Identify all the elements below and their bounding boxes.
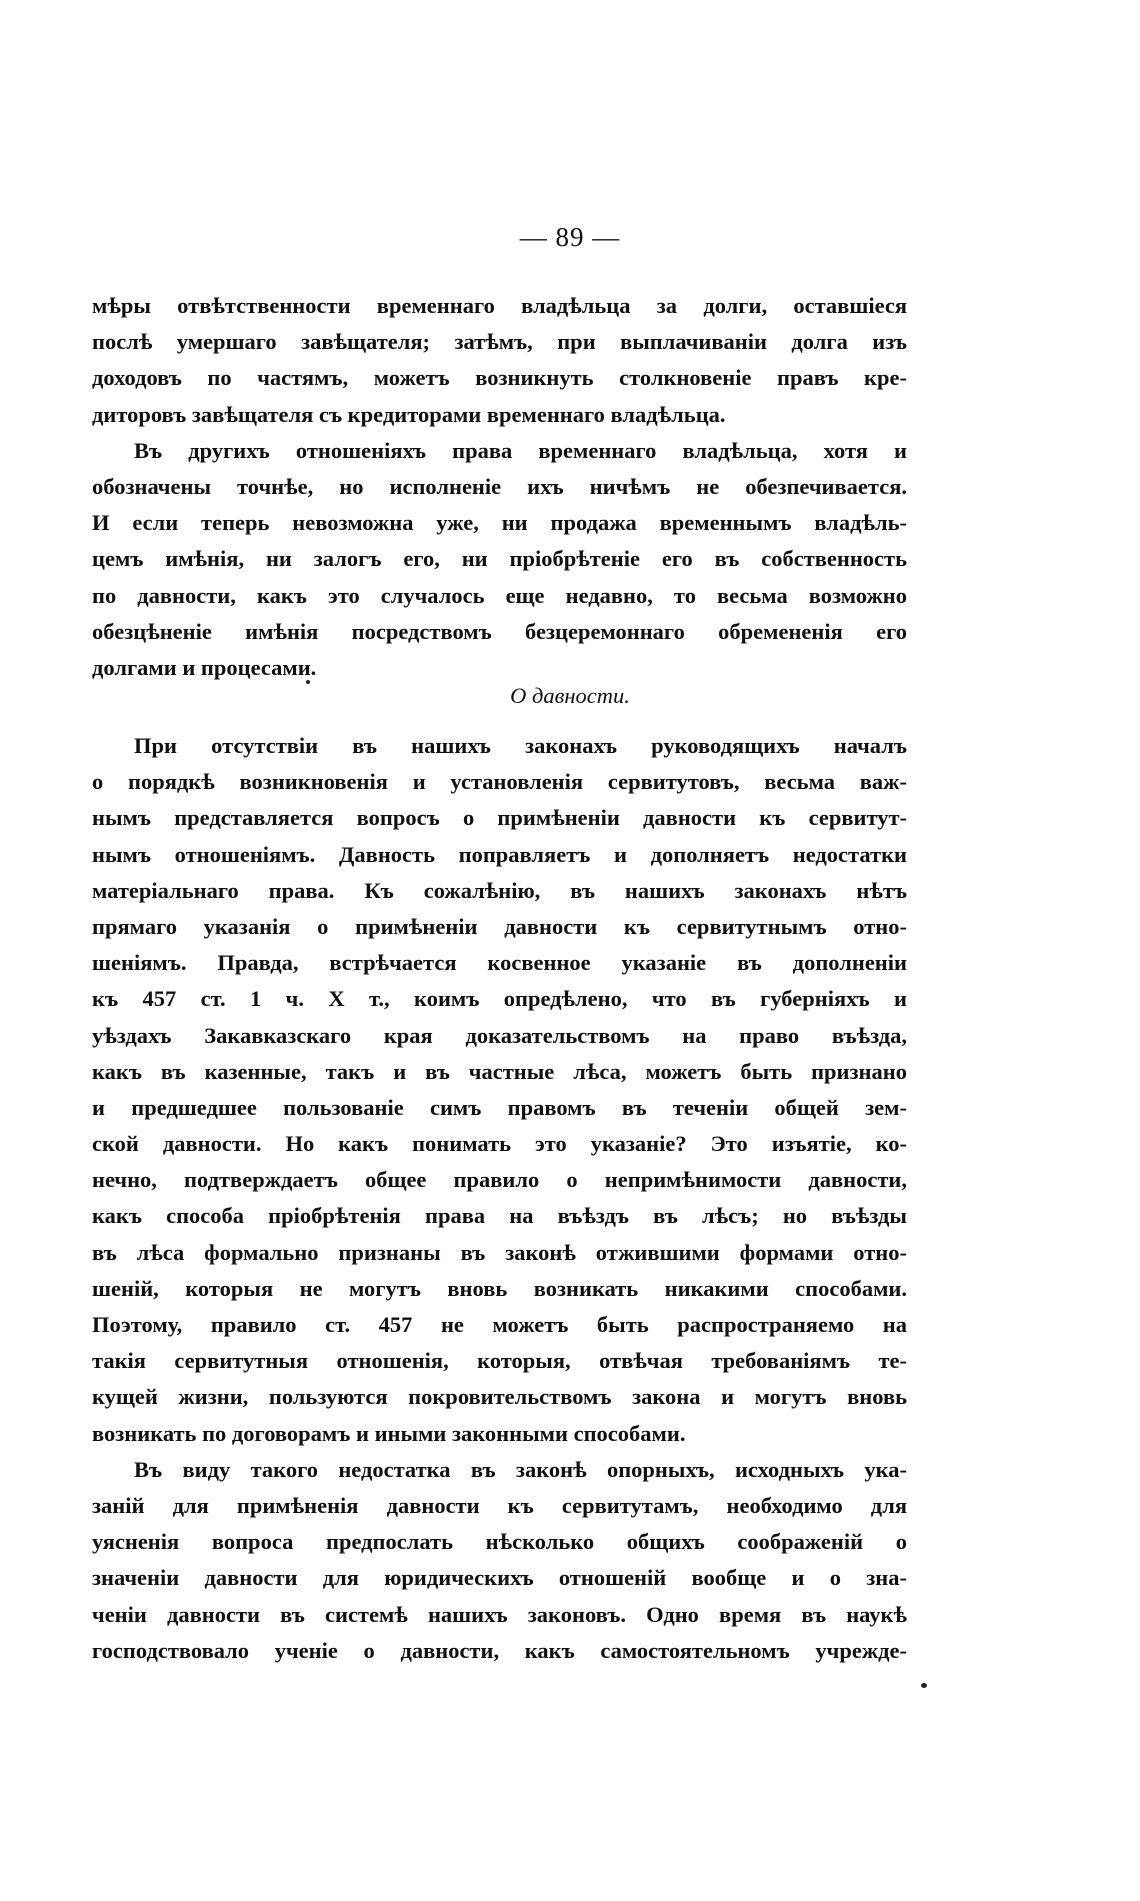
text-line: къ 457 ст. 1 ч. X т., коимъ опредѣлено, что въ губерніяхъ и xyxy=(92,986,907,1012)
text-line: такія сервитутныя отношенія, которыя, отвѣчая требованіямъ те- xyxy=(92,1348,907,1374)
text-line: цемъ имѣнія, ни залогъ его, ни пріобрѣтеніе его въ собственность xyxy=(92,546,907,572)
text-line: и предшедшее пользованіе симъ правомъ въ теченіи общей зем- xyxy=(92,1094,907,1120)
text-line: Въ другихъ отношеніяхъ права временнаго владѣльца, хотя и xyxy=(134,437,907,463)
text-line: возникать по договорамъ и иными законными способами. xyxy=(92,1420,686,1446)
text-line: нымъ представляется вопросъ о примѣненіи давности къ сервитут- xyxy=(92,805,907,831)
text-line: господствовало ученіе о давности, какъ самостоятельномъ учрежде- xyxy=(92,1637,907,1663)
text-line: значеніи давности для юридическихъ отношеній вообще и о зна- xyxy=(92,1565,907,1591)
text-line: При отсутствіи въ нашихъ законахъ руководящихъ началъ xyxy=(134,733,907,758)
page-number: — 89 — xyxy=(519,222,621,252)
print-speck xyxy=(306,680,310,684)
text-line: обезцѣненіе имѣнія посредствомъ безцеремоннаго обремененія его xyxy=(92,618,907,644)
text-line: И если теперь невозможна уже, ни продажа временнымъ владѣль- xyxy=(92,510,907,536)
text-line: долгами и процесами. xyxy=(92,654,317,680)
text-line: матеріальнаго права. Къ сожалѣнію, въ нашихъ законахъ нѣтъ xyxy=(92,877,907,903)
text-line: нымъ отношеніямъ. Давность поправляетъ и дополняетъ недостатки xyxy=(92,841,907,867)
text-line: по давности, какъ это случалось еще недавно, то весьма возможно xyxy=(92,582,907,608)
text-line: обозначены точнѣе, но исполненіе ихъ ничѣмъ не обезпечивается. xyxy=(92,473,907,499)
text-line: Поэтому, правило ст. 457 не можетъ быть распространяемо на xyxy=(92,1312,907,1337)
paragraph-block-1 xyxy=(92,288,907,686)
text-line: уясненія вопроса предпослать нѣсколько общихъ соображеній о xyxy=(92,1529,907,1555)
text-line: заній для примѣненія давности къ сервитутамъ, необходимо для xyxy=(92,1492,907,1518)
text-line: Въ виду такого недостатка въ законѣ опорныхъ, исходныхъ ука- xyxy=(134,1456,907,1482)
text-line: какъ способа пріобрѣтенія права на въѣздъ въ лѣсъ; но въѣзды xyxy=(92,1203,907,1229)
paragraph-block-2 xyxy=(92,728,907,1669)
text-line: въ лѣса формально признаны въ законѣ отжившими формами отно- xyxy=(92,1239,907,1265)
text-line: уѣздахъ Закавказскаго края доказательствомъ на право въѣзда, xyxy=(92,1022,907,1048)
text-line: доходовъ по частямъ, можетъ возникнуть столкновеніе правъ кре- xyxy=(92,365,907,391)
text-line: прямаго указанія о примѣненіи давности къ сервитутнымъ отно- xyxy=(92,913,907,939)
text-line: мѣры отвѣтственности временнаго владѣльца за долги, оставшіеся xyxy=(92,293,907,318)
text-line: послѣ умершаго завѣщателя; затѣмъ, при выплачиваніи долга изъ xyxy=(92,329,907,355)
print-speck xyxy=(921,1683,927,1688)
text-line: шеніямъ. Правда, встрѣчается косвенное указаніе въ дополненіи xyxy=(92,950,907,976)
text-line: шеній, которыя не могутъ вновь возникать никакими способами. xyxy=(92,1275,907,1301)
text-line: ченіи давности въ системѣ нашихъ законовъ. Одно время въ наукѣ xyxy=(92,1601,907,1627)
text-line: ской давности. Но какъ понимать это указаніе? Это изъятіе, ко- xyxy=(92,1131,907,1157)
text-line: о порядкѣ возникновенія и установленія сервитутовъ, весьма важ- xyxy=(92,769,907,795)
section-heading: О давности. xyxy=(510,683,630,708)
text-line: диторовъ завѣщателя съ кредиторами временнаго владѣльца. xyxy=(92,401,726,427)
text-line: кущей жизни, пользуются покровительствомъ закона и могутъ вновь xyxy=(92,1384,907,1410)
text-line: нечно, подтверждаетъ общее правило о непримѣнимости давности, xyxy=(92,1167,907,1193)
text-line: какъ въ казенные, такъ и въ частные лѣса, можетъ быть признано xyxy=(92,1058,907,1084)
